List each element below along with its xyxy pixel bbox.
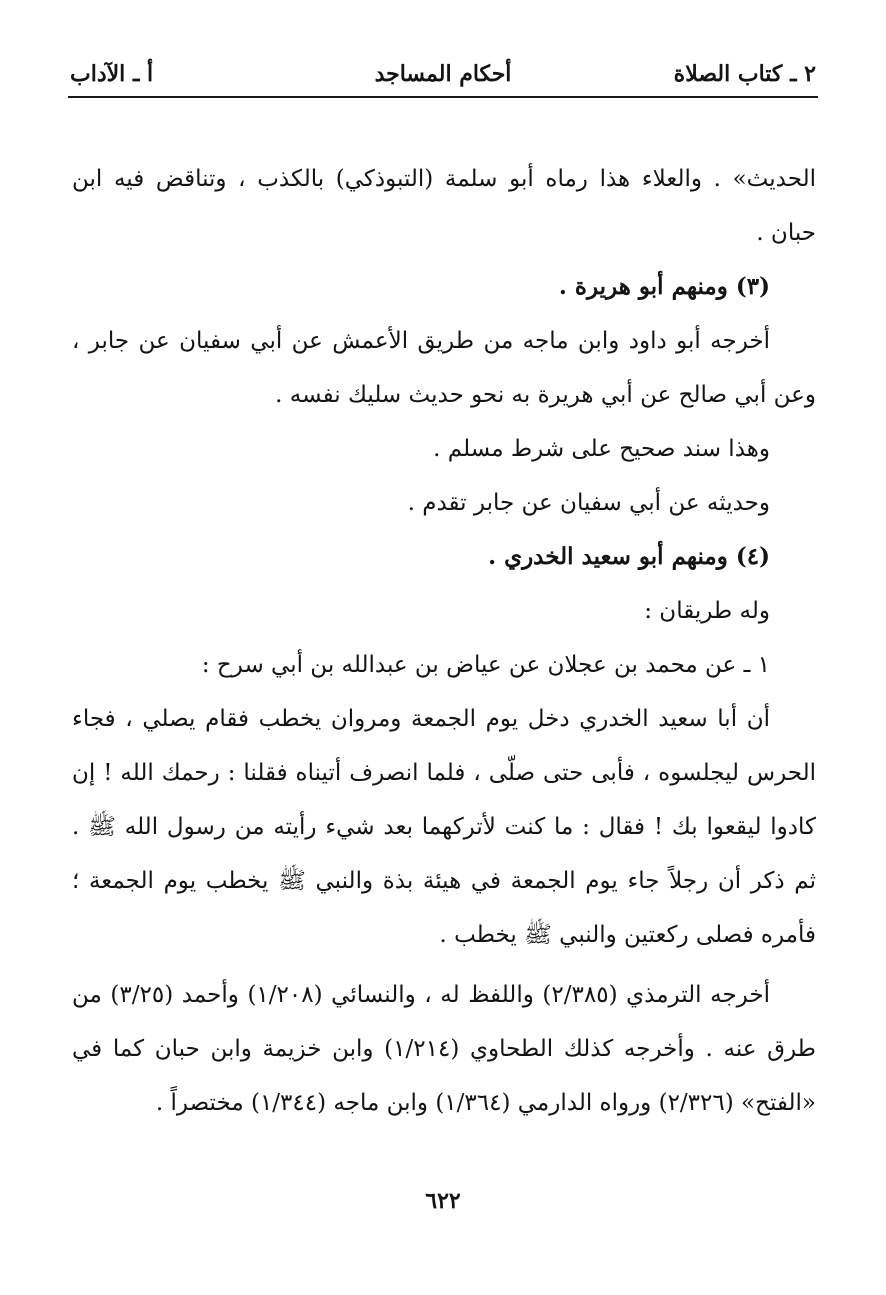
header-title: أحكام المساجد — [374, 61, 512, 87]
page-body — [72, 152, 816, 1130]
paragraph-1: الحديث» . والعلاء هذا رماه أبو سلمة (التبوذكي) بالكذب ، وتناقض فيه ابن حبان . — [72, 166, 816, 246]
paragraph-10: أخرجه الترمذي (٢/٣٨٥) واللفظ له ، والنسائي (١/٢٠٨) وأحمد (٣/٢٥) من طرق عنه . وأخرجه كذلك الطحاوي (١/٢١٤) وابن خزيمة وابن حبان كما في «الفتح» (٢/٣٢٦) ورواه الدارمي (١/٣٦٤) وابن ماجه (١/٣٤٤) مختصراً . — [72, 982, 816, 1116]
header-section: أ ـ الآداب — [70, 61, 154, 87]
header-chapter: ٢ ـ كتاب الصلاة — [673, 61, 816, 87]
paragraph-7: وله طريقان : — [644, 598, 770, 624]
paragraph-5: وحديثه عن أبي سفيان عن جابر تقدم . — [407, 490, 770, 516]
paragraph-heading-abu-said: (٤) ومنهم أبو سعيد الخدري . — [488, 543, 770, 570]
paragraph-4: وهذا سند صحيح على شرط مسلم . — [433, 436, 770, 462]
paragraph-heading-abu-hurayra: (٣) ومنهم أبو هريرة . — [558, 273, 770, 300]
header-rule — [68, 96, 818, 98]
paragraph-3: أخرجه أبو داود وابن ماجه من طريق الأعمش عن أبي سفيان عن جابر ، وعن أبي صالح عن أبي هريرة به نحو حديث سليك نفسه . — [72, 328, 816, 408]
page-number: ٦٢٢ — [425, 1188, 461, 1214]
running-header — [70, 56, 816, 96]
paragraph-8: ١ ـ عن محمد بن عجلان عن عياض بن عبدالله بن أبي سرح : — [201, 652, 770, 678]
paragraph-9: أن أبا سعيد الخدري دخل يوم الجمعة ومروان يخطب فقام يصلي ، فجاء الحرس ليجلسوه ، فأبى حتى صلّى ، فلما انصرف أتيناه فقلنا : رحمك الله ! إن كادوا ليقعوا بك ! فقال : ما كنت لأتركهما بعد شيء رأيته من رسول الله ﷺ . ثم ذكر أن رجلاً جاء يوم الجمعة في هيئة بذة والنبي ﷺ يخطب يوم الجمعة ؛ فأمره فصلى ركعتين والنبي ﷺ يخطب . — [72, 706, 816, 948]
